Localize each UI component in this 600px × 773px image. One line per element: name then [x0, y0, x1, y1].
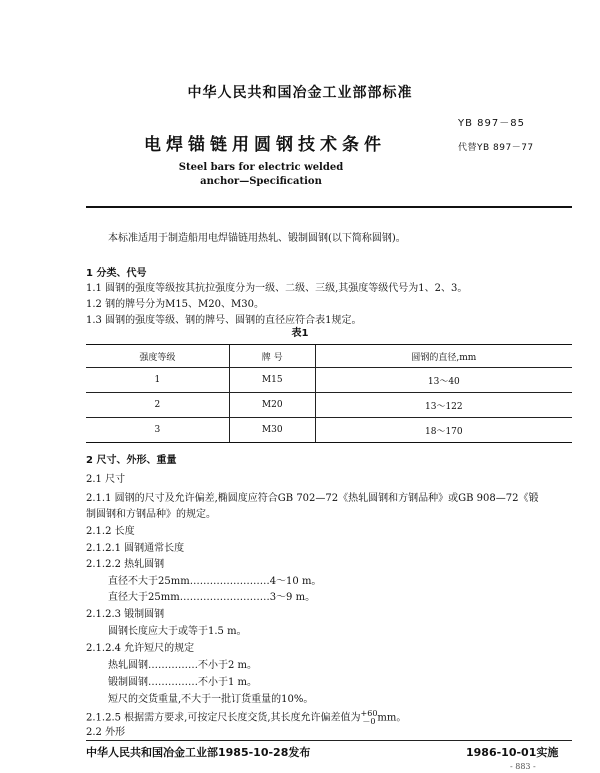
table-row [86, 418, 572, 443]
tolerance-unit: mm。 [377, 712, 407, 724]
clause-2-1-2-4: 2.1.2.4 允许短尺的规定 [86, 643, 195, 654]
short-length-weight: 短尺的交货重量,不大于一批订货重量的10%。 [108, 694, 314, 705]
short-length-hot-rolled: 热轧圆钢……………不小于2 m。 [108, 660, 258, 671]
clause-2-1-2-3: 2.1.2.3 锻制圆钢 [86, 609, 165, 620]
clause-2-1-2-1: 2.1.2.1 圆钢通常长度 [86, 543, 185, 554]
replaces-note: 代替YB 897－77 [458, 143, 534, 153]
clause-1-1: 1.1 圆钢的强度等级按其抗拉强度分为一级、二级、三级,其强度等级代号为1、2、3。 [86, 283, 468, 294]
clause-2-2: 2.2 外形 [86, 727, 126, 738]
approval-date: 中华人民共和国冶金工业部1985-10-28发布 [86, 746, 311, 759]
table-cell: 18～170 [315, 418, 572, 443]
section-2-heading: 2 尺寸、外形、重量 [86, 455, 177, 466]
table-row [86, 393, 572, 418]
hot-rolled-length-large: 直径大于25mm………………………3～9 m。 [108, 592, 316, 603]
hot-rolled-length-small: 直径不大于25mm……………………4～10 m。 [108, 576, 322, 587]
standard-number: YB 897－85 [458, 118, 525, 129]
tolerance-upper: +60 [360, 709, 378, 718]
table-header-cell: 强度等级 [86, 345, 229, 368]
clause-2-1: 2.1 尺寸 [86, 474, 126, 485]
table-header-row [86, 345, 572, 368]
table-header-cell: 牌 号 [229, 345, 315, 368]
english-title-line2: anchor—Specification [200, 176, 322, 187]
clause-2-1-2-5 [86, 710, 406, 726]
clause-2-1-1-line1: 2.1.1 圆钢的尺寸及允许偏差,椭圆度应符合GB 702—72《热轧圆钢和方钢品种》或GB 908—72《锻 [86, 493, 539, 504]
table-cell: M15 [229, 368, 315, 393]
table-cell: 13～40 [315, 368, 572, 393]
grade-table [86, 344, 572, 443]
table-caption: 表1 [291, 328, 309, 339]
section-1-heading: 1 分类、代号 [86, 268, 147, 279]
clause-2-1-2: 2.1.2 长度 [86, 526, 135, 537]
english-title-line1: Steel bars for electric welded [178, 162, 344, 173]
clause-1-3: 1.3 圆钢的强度等级、钢的牌号、圆钢的直径应符合表1规定。 [86, 315, 362, 326]
page-number: - 883 - [510, 762, 536, 771]
effective-date: 1986-10-01实施 [466, 746, 559, 759]
table-cell: 13～122 [315, 393, 572, 418]
document-title: 电焊锚链用圆钢技术条件 [144, 135, 386, 155]
footer-divider [86, 740, 572, 741]
table-row [86, 368, 572, 393]
table-cell: 1 [86, 368, 229, 393]
clause-2-1-2-2: 2.1.2.2 热轧圆钢 [86, 559, 165, 570]
forged-length: 圆钢长度应大于或等于1.5 m。 [108, 626, 247, 637]
table-cell: M30 [229, 418, 315, 443]
table-header-cell: 圆钢的直径,mm [315, 345, 572, 368]
table-cell: 3 [86, 418, 229, 443]
intro-paragraph: 本标准适用于制造船用电焊锚链用热轧、锻制圆钢(以下简称圆钢)。 [108, 233, 406, 244]
tolerance-lower: －0 [362, 717, 376, 726]
tolerance-fraction [361, 710, 378, 726]
short-length-forged: 锻制圆钢……………不小于1 m。 [108, 677, 258, 688]
header-divider [86, 206, 572, 208]
clause-1-2: 1.2 钢的牌号分为M15、M20、M30。 [86, 299, 264, 310]
clause-2-1-2-5-text: 2.1.2.5 根据需方要求,可按定尺长度交货,其长度允许偏差值为 [86, 712, 361, 724]
table-cell: 2 [86, 393, 229, 418]
clause-2-1-1-line2: 制圆钢和方钢品种》的规定。 [86, 509, 216, 520]
issuer-heading: 中华人民共和国冶金工业部部标准 [187, 85, 413, 101]
table-cell: M20 [229, 393, 315, 418]
